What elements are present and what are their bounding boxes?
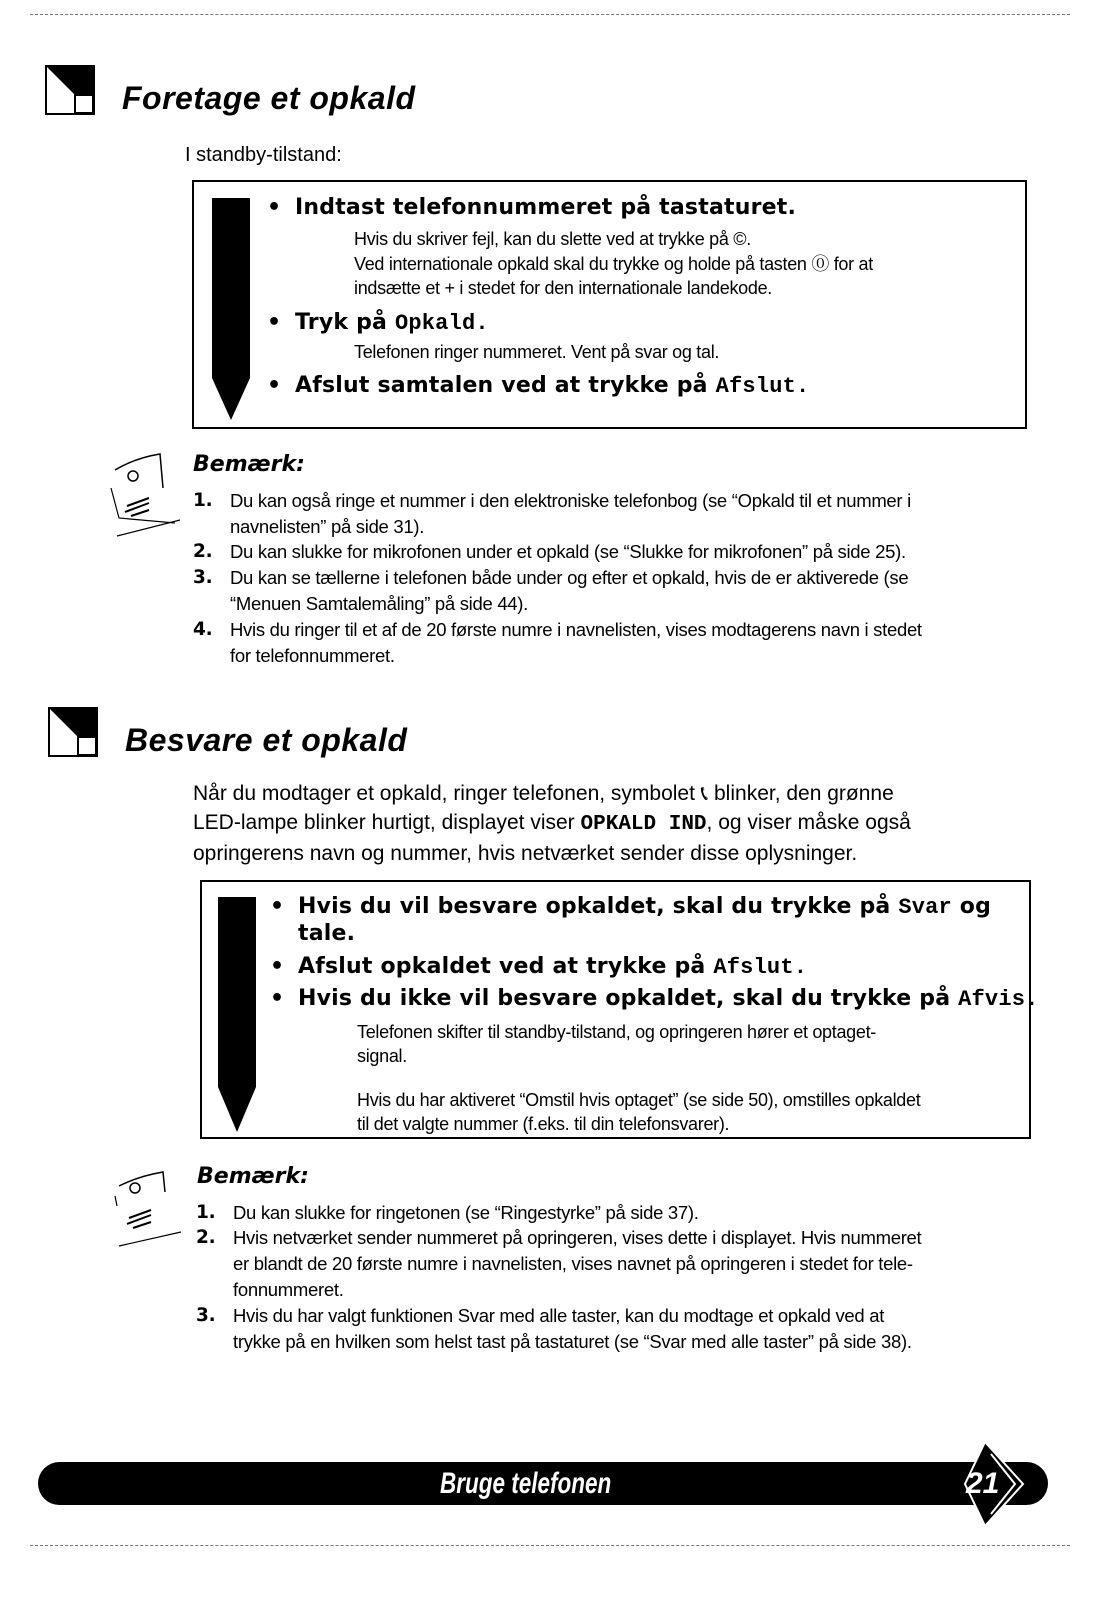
section-title: Foretage et opkald [122, 80, 416, 116]
bullet: • [270, 954, 285, 979]
phone-icon: 📞︎ [700, 782, 709, 805]
note-item [196, 1303, 912, 1355]
text: opringerens navn og nummer, hvis netværket sender disse oplysninger. [193, 842, 858, 865]
down-arrow-icon [216, 897, 258, 1132]
item-number: 4. [193, 619, 213, 640]
step-detail: Ved internationale opkald skal du trykke og holde på tasten ⓪ for at [354, 254, 873, 274]
key-label: Svar [898, 895, 952, 920]
item-number: 3. [193, 567, 213, 588]
item-line: Du kan også ringe et nummer i den elektroniske telefonbog (se “Opkald til et nummer i [230, 490, 911, 511]
step-detail: Telefonen ringer nummeret. Vent på svar og tal. [354, 342, 720, 362]
step-detail: Hvis du har aktiveret “Omstil hvis optaget” (se side 50), omstilles opkaldet [357, 1090, 921, 1110]
item-line: “Menuen Samtalemåling” på side 44). [230, 593, 528, 614]
step-2 [270, 954, 808, 980]
step-2 [267, 310, 489, 336]
item-number: 2. [196, 1227, 216, 1248]
text: , og viser måske også [706, 811, 911, 834]
item-line: fonnummeret. [233, 1279, 344, 1300]
note-item [193, 539, 906, 565]
intro-paragraph [193, 779, 911, 868]
step-detail: Telefonen skifter til standby-tilstand, og opringeren hører et optaget- [357, 1022, 876, 1042]
instruction-box [200, 880, 1039, 1139]
step-text: Indtast telefonnummeret på tastaturet. [295, 195, 797, 220]
item-number: 1. [193, 490, 213, 511]
item-line: Hvis netværket sender nummeret på opringeren, vises dette i displayet. Hvis nummeret [233, 1227, 922, 1248]
chapter-title: Bruge telefonen [440, 1467, 612, 1500]
item-line: for telefonnummeret. [230, 645, 395, 666]
item-number: 3. [196, 1305, 216, 1326]
note-pad-icon [105, 1166, 185, 1256]
text: Når du modtager et opkald, ringer telefonen, symbolet [193, 782, 695, 805]
text: LED-lampe blinker hurtigt, displayet viser [193, 811, 575, 834]
step-1 [270, 894, 992, 920]
down-arrow-icon [210, 198, 252, 420]
item-number: 1. [196, 1202, 216, 1223]
key-label: Afslut. [715, 374, 810, 399]
step-text: og [951, 894, 992, 919]
bullet: • [270, 894, 285, 919]
note-item [196, 1200, 699, 1226]
step-detail: Hvis du skriver fejl, kan du slette ved at trykke på ©. [354, 229, 751, 249]
text: blinker, den grønne [714, 782, 894, 805]
step-text: Hvis du ikke vil besvare opkaldet, skal du trykke på [298, 986, 959, 1011]
step-text: Hvis du vil besvare opkaldet, skal du trykke på [298, 894, 899, 919]
item-line: Du kan slukke for mikrofonen under et opkald (se “Slukke for mikrofonen” på side 25). [230, 541, 906, 562]
note-item [196, 1225, 922, 1303]
note-item [193, 488, 911, 540]
section-icon [48, 707, 98, 757]
item-line: trykke på en hvilken som helst tast på tastaturet (se “Svar med alle taster” på side 38). [233, 1331, 912, 1352]
bullet: • [267, 373, 282, 398]
note-heading: Bemærk: [197, 1164, 309, 1189]
section-icon [45, 65, 95, 115]
display-text: OPKALD IND [580, 813, 707, 836]
step-text: Afslut opkaldet ved at trykke på [298, 954, 714, 979]
step-text: Afslut samtalen ved at trykke på [295, 373, 716, 398]
note-pad-icon [105, 448, 185, 543]
step-3 [270, 986, 1039, 1012]
step-1 [267, 195, 797, 220]
section-title: Besvare et opkald [125, 722, 408, 758]
key-label: Afvis. [958, 987, 1039, 1012]
item-line: er blandt de 20 første numre i navnelisten, vises navnet på opringeren i stedet for tele- [233, 1253, 913, 1274]
note-item [193, 617, 922, 669]
instruction-box [192, 180, 1027, 429]
step-text: tale. [298, 921, 356, 946]
item-line: Hvis du ringer til et af de 20 første numre i navnelisten, vises modtagerens navn i stedet [230, 619, 922, 640]
step-3 [267, 373, 810, 399]
step-detail: til det valgte nummer (f.eks. til din telefonsvarer). [357, 1114, 730, 1134]
page-number: 21 [966, 1467, 1000, 1500]
step-detail: signal. [357, 1046, 407, 1066]
step-text: Tryk på [295, 310, 395, 335]
item-line: Du kan slukke for ringetonen (se “Ringestyrke” på side 37). [233, 1202, 699, 1223]
step-detail: indsætte et + i stedet for den internationale landekode. [354, 278, 772, 298]
bullet: • [267, 310, 282, 335]
item-line: Du kan se tællerne i telefonen både under og efter et opkald, hvis de er aktiverede (se [230, 567, 909, 588]
key-label: Opkald. [394, 311, 489, 336]
item-number: 2. [193, 541, 213, 562]
item-line: Hvis du har valgt funktionen Svar med alle taster, kan du modtage et opkald ved at [233, 1305, 885, 1326]
intro-text: I standby-tilstand: [185, 144, 342, 166]
note-heading: Bemærk: [193, 452, 305, 477]
key-label: Afslut. [713, 955, 808, 980]
item-line: navnelisten” på side 31). [230, 516, 425, 537]
note-item [193, 565, 909, 617]
bullet: • [270, 986, 285, 1011]
bullet: • [267, 195, 282, 220]
